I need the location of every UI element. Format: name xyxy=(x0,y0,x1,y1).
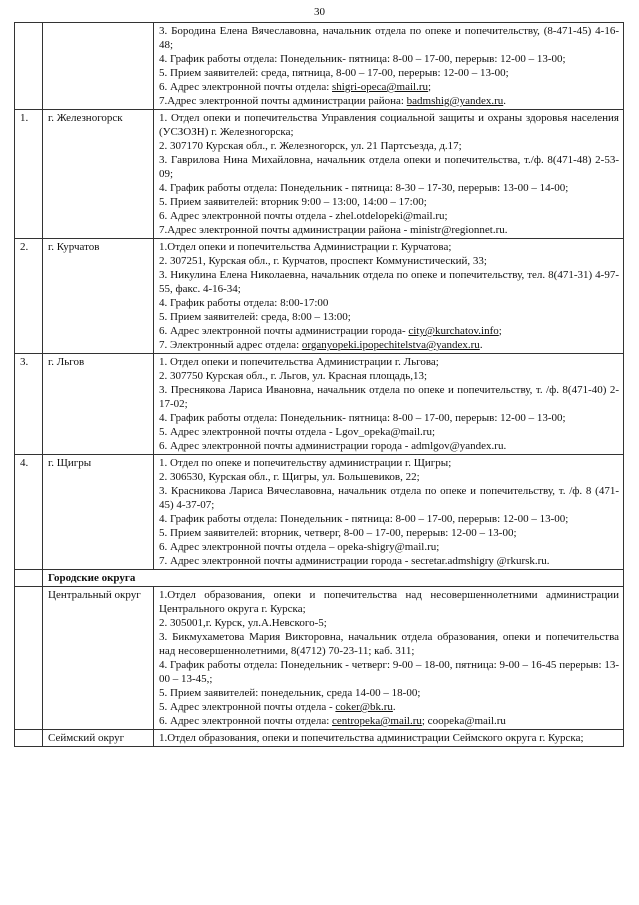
detail-line: 5. Адрес электронной почты отдела - coker@bk.ru. xyxy=(159,701,396,713)
guardianship-offices-table xyxy=(14,22,624,747)
detail-line: 7.Адрес электронной почты администрации района - ministr@regionnet.ru. xyxy=(159,224,508,236)
detail-line: 1. Отдел опеки и попечительства Управления социальной защиты и охраны здоровья населения (УСЗОЗН) г. Железногорска; xyxy=(159,112,619,138)
section-title: Городские округа xyxy=(43,570,624,587)
row-details xyxy=(154,239,624,354)
detail-line: 5. Прием заявителей: среда, 8:00 – 13:00; xyxy=(159,311,351,323)
detail-line: 4. График работы отдела: Понедельник - четверг: 9-00 – 18-00, пятница: 9-00 – 16-45 перерыв: 13-00 – 13-45,; xyxy=(159,659,619,685)
row-place: г. Курчатов xyxy=(43,239,154,354)
row-number xyxy=(15,730,43,747)
detail-line: 1. Отдел опеки и попечительства Администрации г. Льгова; xyxy=(159,356,439,368)
detail-line: 5. Прием заявителей: понедельник, среда 14-00 – 18-00; xyxy=(159,687,421,699)
row-number: 2. xyxy=(15,239,43,354)
detail-line: 3. Красникова Лариса Вячеславовна, начальник отдела по опеке и попечительству, т. /ф. 8 (471-45) 4-37-07; xyxy=(159,485,619,511)
email-link[interactable]: city@kurchatov.info xyxy=(408,325,499,337)
row-place: Сеймский округ xyxy=(43,730,154,747)
row-details xyxy=(154,110,624,239)
row-details xyxy=(154,23,624,110)
detail-line: 4. График работы отдела: 8:00-17:00 xyxy=(159,297,329,309)
row-number: 4. xyxy=(15,455,43,570)
row-place: г. Щигры xyxy=(43,455,154,570)
detail-line: 6. Адрес электронной почты администрации города - admlgov@yandex.ru. xyxy=(159,440,507,452)
table-row xyxy=(15,455,624,570)
detail-line: 7.Адрес электронной почты администрации района: badmshig@yandex.ru. xyxy=(159,95,507,107)
row-place: г. Железногорск xyxy=(43,110,154,239)
email-link[interactable]: organyopeki.ipopechitelstva@yandex.ru xyxy=(301,339,480,351)
row-number xyxy=(15,587,43,730)
detail-line: 7. Электронный адрес отдела: organyopeki.ipopechitelstva@yandex.ru. xyxy=(159,339,483,351)
table-row xyxy=(15,239,624,354)
row-details xyxy=(154,455,624,570)
table-row xyxy=(15,587,624,730)
detail-line: 2. 306530, Курская обл., г. Щигры, ул. Большевиков, 22; xyxy=(159,471,420,483)
row-number: 1. xyxy=(15,110,43,239)
row-number: 3. xyxy=(15,354,43,455)
detail-line: 5. Прием заявителей: среда, пятница, 8-00 – 17-00, перерыв: 12-00 – 13-00; xyxy=(159,67,509,79)
detail-line: 3. Никулина Елена Николаевна, начальник отдела по опеке и попечительству, тел. 8(471-31) 4-97-55, факс. 4-16-34; xyxy=(159,269,619,295)
detail-line: 1.Отдел образования, опеки и попечительства над несовершеннолетними администрации Центрального округа г. Курска; xyxy=(159,589,619,615)
detail-line: 1.Отдел опеки и попечительства Администрации г. Курчатова; xyxy=(159,241,452,253)
detail-line: 6. Адрес электронной почты отдела: centropeka@mail.ru; coopeka@mail.ru xyxy=(159,715,506,727)
row-details xyxy=(154,587,624,730)
row-place: г. Льгов xyxy=(43,354,154,455)
row-place: Центральный округ xyxy=(43,587,154,730)
table-row xyxy=(15,110,624,239)
detail-line: 5. Прием заявителей: вторник 9:00 – 13:00, 14:00 – 17:00; xyxy=(159,196,427,208)
detail-line: 4. График работы отдела: Понедельник- пятница: 8-00 – 17-00, перерыв: 12-00 – 13-00; xyxy=(159,53,566,65)
detail-line: 3. Гаврилова Нина Михайловна, начальник отдела опеки и попечительства, т./ф. 8(471-48) 2-53-09; xyxy=(159,154,619,180)
detail-line: 3. Преснякова Лариса Ивановна, начальник отдела по опеке и попечительству, т. /ф. 8(471-40) 2-17-02; xyxy=(159,384,619,410)
detail-line: 6. Адрес электронной почты отдела – opeka-shigry@mail.ru; xyxy=(159,541,440,553)
email-link[interactable]: shigri-opeca@mail.ru xyxy=(332,81,428,93)
detail-line: 1.Отдел образования, опеки и попечительства администрации Сеймского округа г. Курска; xyxy=(159,732,584,744)
row-details xyxy=(154,354,624,455)
table-row xyxy=(15,23,624,110)
detail-line: 1. Отдел по опеке и попечительству администрации г. Щигры; xyxy=(159,457,452,469)
detail-line: 4. График работы отдела: Понедельник - пятница: 8-30 – 17-30, перерыв: 13-00 – 14-00; xyxy=(159,182,569,194)
detail-line: 3. Бикмухаметова Мария Викторовна, начальник отдела образования, опеки и попечительства над несовершеннолетними, 8(4712) 70-23-11; каб. 311; xyxy=(159,631,619,657)
detail-line: 2. 307750 Курская обл., г. Льгов, ул. Красная площадь,13; xyxy=(159,370,428,382)
email-link[interactable]: centropeka@mail.ru xyxy=(332,715,422,727)
detail-line: 5. Прием заявителей: вторник, четверг, 8-00 – 17-00, перерыв: 12-00 – 13-00; xyxy=(159,527,517,539)
detail-line: 2. 307170 Курская обл., г. Железногорск, ул. 21 Партсъезда, д.17; xyxy=(159,140,462,152)
detail-line: 7. Адрес электронной почты администрации города - secretar.admshigry @rkursk.ru. xyxy=(159,555,550,567)
table-row xyxy=(15,354,624,455)
detail-line: 5. Адрес электронной почты отдела - Lgov_opeka@mail.ru; xyxy=(159,426,436,438)
row-number xyxy=(15,23,43,110)
detail-line: 2. 307251, Курская обл., г. Курчатов, проспект Коммунистический, 33; xyxy=(159,255,487,267)
table-row xyxy=(15,730,624,747)
row-number xyxy=(15,570,43,587)
section-row xyxy=(15,570,624,587)
email-link[interactable]: coker@bk.ru xyxy=(335,701,393,713)
page-number: 30 xyxy=(314,6,325,18)
detail-line: 2. 305001,г. Курск, ул.А.Невского-5; xyxy=(159,617,327,629)
detail-line: 6. Адрес электронной почты отдела - zhel.otdelopeki@mail.ru; xyxy=(159,210,448,222)
row-details xyxy=(154,730,624,747)
detail-line: 4. График работы отдела: Понедельник- пятница: 8-00 – 17-00, перерыв: 12-00 – 13-00; xyxy=(159,412,566,424)
detail-line: 6. Адрес электронной почты отдела: shigri-opeca@mail.ru; xyxy=(159,81,432,93)
detail-line: 4. График работы отдела: Понедельник - пятница: 8-00 – 17-00, перерыв: 12-00 – 13-00; xyxy=(159,513,569,525)
detail-line: 6. Адрес электронной почты администрации города- city@kurchatov.info; xyxy=(159,325,502,337)
email-link[interactable]: badmshig@yandex.ru xyxy=(406,95,504,107)
detail-line: 3. Бородина Елена Вячеславовна, начальник отдела по опеке и попечительству, (8-471-45) 4-16-48; xyxy=(159,25,619,51)
row-place xyxy=(43,23,154,110)
